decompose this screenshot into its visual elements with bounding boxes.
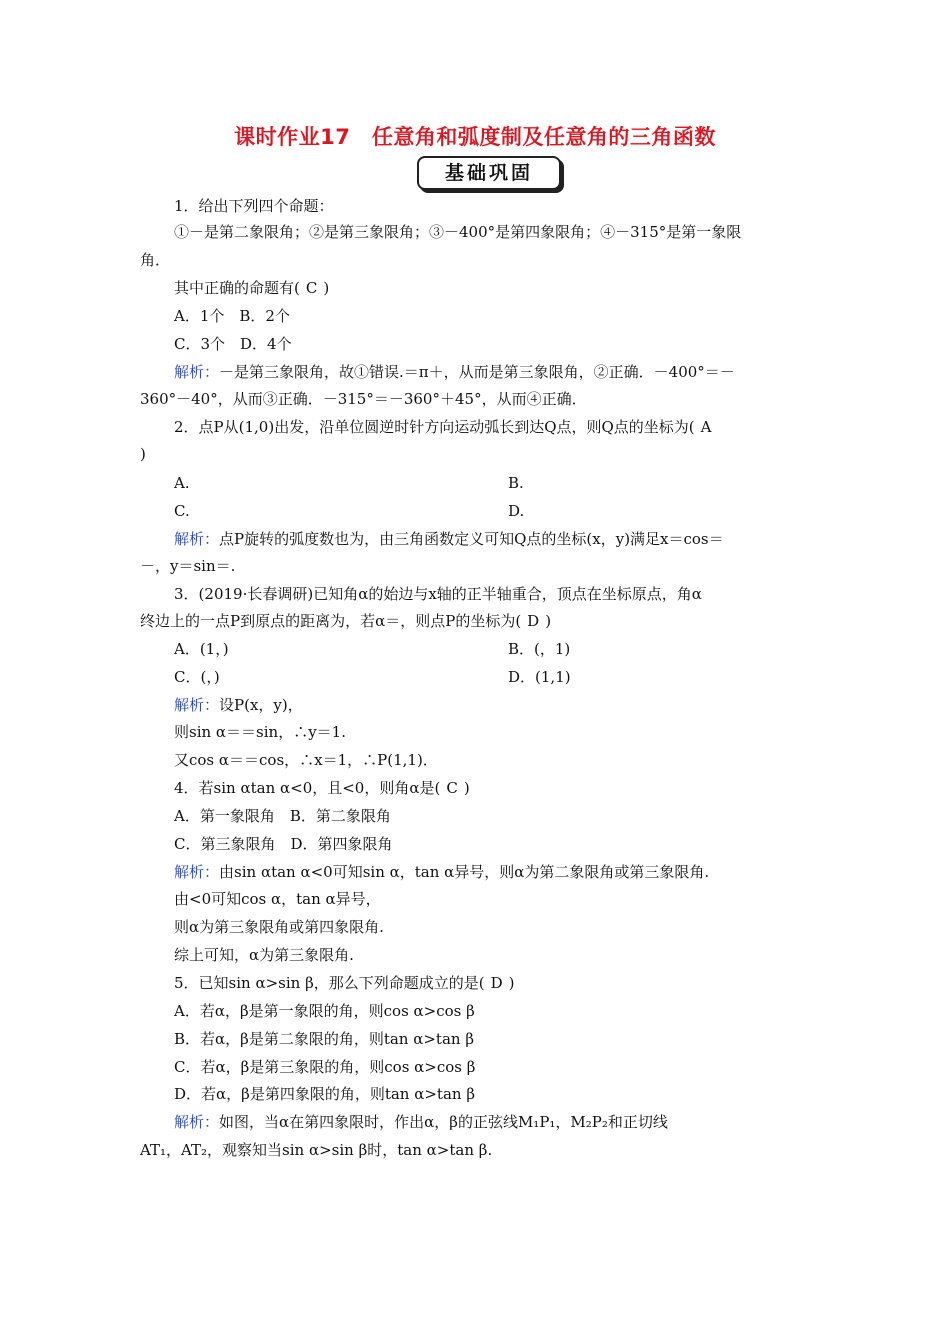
q5-stem: 5．已知sin α>sin β，那么下列命题成立的是( D ) [174,974,515,992]
q4-answer: C [446,779,458,797]
q3-option-d: D．(1,1) [508,668,571,686]
q4-solution-2: 由<0可知cos α，tan α异号， [174,890,381,908]
q2-solution-1: 解析：点P旋转的弧度数也为，由三角函数定义可知Q点的坐标(x，y)满足x＝cos＝ [174,530,724,548]
page-title: 课时作业17 任意角和弧度制及任意角的三角函数 [234,125,716,149]
q2-option-b: B. [508,474,524,492]
q5-option-b: B．若α，β是第二象限的角，则tan α>tan β [174,1030,474,1048]
q3-solution-1: 解析：设P(x，y)， [174,696,303,714]
q2-solution-2: －，y＝sin＝. [140,557,236,575]
q4-options-ab: A．第一象限角 B．第二象限角 [174,807,391,825]
q3-solution-3: 又cos α＝＝cos，∴x＝1，∴P(1,1)． [174,751,438,769]
section-badge: 基础巩固 [417,156,561,190]
q3-solution-2: 则sin α＝＝sin，∴y＝1. [174,723,346,741]
q5-option-a: A．若α，β是第一象限的角，则cos α>cos β [174,1002,475,1020]
q1-prompt: 其中正确的命题有( C ) [174,279,330,297]
q1-solution-2: 360°－40°，从而③正确．－315°＝－360°＋45°，从而④正确． [140,390,587,408]
q5-solution-2: AT₁，AT₂，观察知当sin α>sin β时，tan α>tan β. [140,1141,493,1159]
q4-solution-1: 解析：由sin αtan α<0可知sin α，tan α异号，则α为第二象限角或第三象限角. [174,863,710,881]
q3-option-b: B．(，1) [508,640,571,658]
q1-options-cd: C．3个 D．4个 [174,335,292,353]
q1-options-ab: A．1个 B．2个 [174,307,290,325]
q1-stem: 1．给出下列四个命题： [174,197,334,215]
q1-answer: C [305,279,318,297]
q3-answer: D [527,612,540,630]
q4-solution-3: 则α为第三象限角或第四象限角. [174,918,384,936]
q1-line2: ①－是第二象限角；②是第三象限角；③－400°是第四象限角；④－315°是第一象限 [174,223,742,241]
q1-line3: 角． [140,251,171,269]
q3-stem-2: 终边上的一点P到原点的距离为，若α＝，则点P的坐标为( D ) [140,612,552,630]
q5-option-d: D．若α，β是第四象限的角，则tan α>tan β [174,1085,475,1103]
q4-stem: 4．若sin αtan α<0，且<0，则角α是( C ) [174,779,470,797]
q2-answer: A [700,418,712,436]
q2-stem-close: ) [140,445,146,463]
q4-options-cd: C．第三象限角 D．第四象限角 [174,835,393,853]
q1-solution-1: 解析：－是第三象限角，故①错误.＝π＋，从而是第三象限角，②正确．－400°＝－ [174,363,735,381]
q2-option-d: D. [508,502,525,520]
q2-stem: 2．点P从(1,0)出发，沿单位圆逆时针方向运动弧长到达Q点，则Q点的坐标为( A [174,418,712,436]
q2-option-c: C. [174,502,190,520]
q3-option-a: A．(1，) [174,640,229,658]
q5-answer: D [490,974,503,992]
q4-solution-4: 综上可知，α为第三象限角. [174,946,354,964]
q5-option-c: C．若α，β是第三象限的角，则cos α>cos β [174,1058,476,1076]
q5-solution-1: 解析：如图，当α在第四象限时，作出α，β的正弦线M₁P₁，M₂P₂和正切线 [174,1113,668,1131]
q3-option-c: C．(，) [174,668,220,686]
q2-option-a: A. [174,474,190,492]
jiexi-label: 解析： [174,363,220,381]
q3-stem-1: 3．(2019·长春调研)已知角α的始边与x轴的正半轴重合，顶点在坐标原点，角α [174,585,702,603]
